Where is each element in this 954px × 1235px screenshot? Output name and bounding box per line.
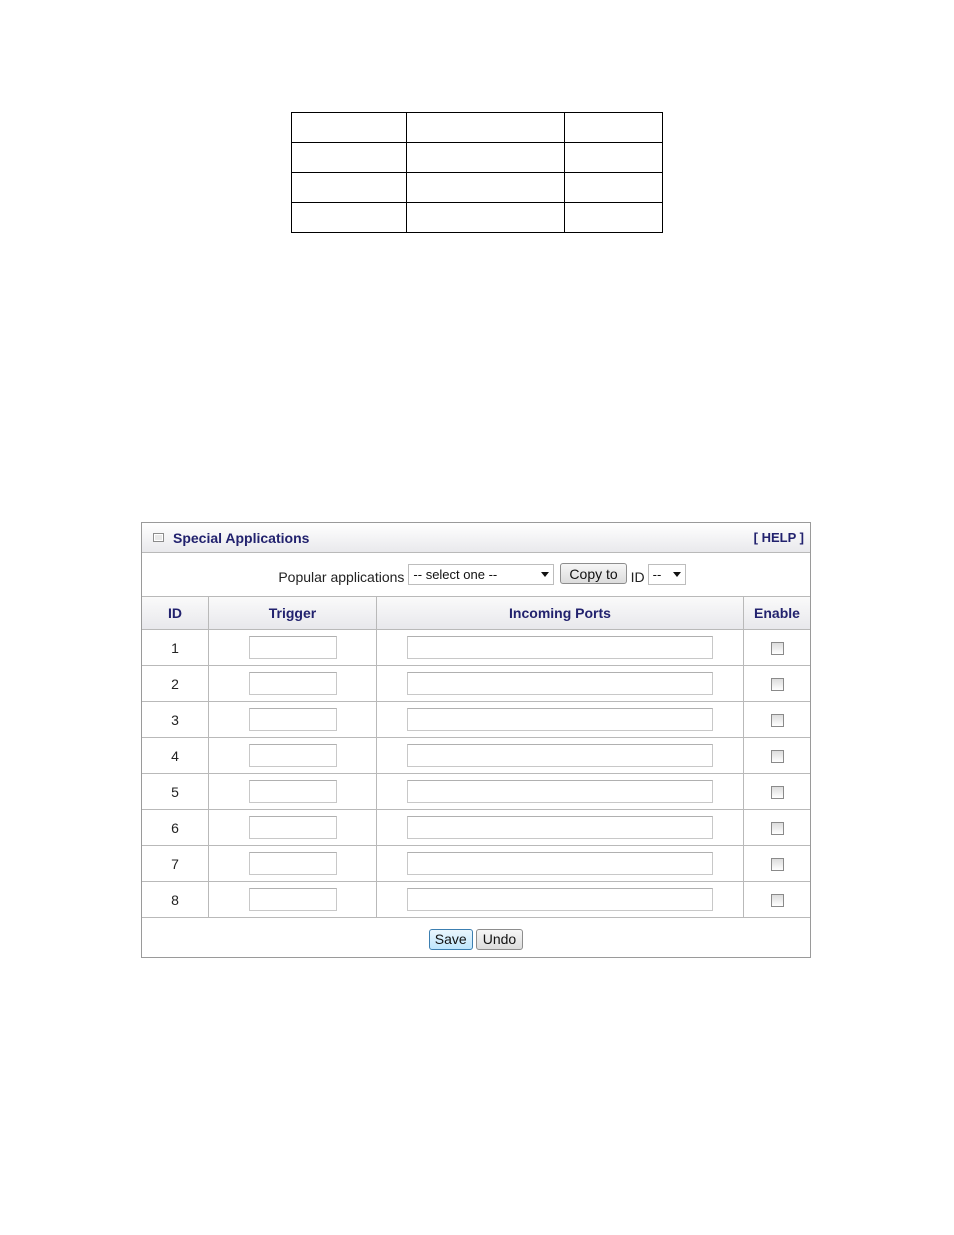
trigger-cell — [209, 738, 377, 774]
incoming-ports-input[interactable] — [407, 744, 713, 767]
trigger-input[interactable] — [249, 816, 337, 839]
id-label: ID — [630, 568, 645, 585]
table-header-row — [142, 597, 810, 630]
header-id: ID — [142, 597, 209, 630]
header-trigger: Trigger — [209, 597, 377, 630]
popular-applications-select[interactable] — [408, 564, 554, 585]
special-applications-table — [142, 597, 810, 918]
enable-checkbox[interactable] — [771, 642, 784, 655]
popular-applications-label: Popular applications — [278, 568, 405, 585]
enable-checkbox[interactable] — [771, 678, 784, 691]
ports-cell — [377, 846, 744, 882]
trigger-cell — [209, 666, 377, 702]
table-cell — [565, 143, 663, 173]
trigger-cell — [209, 882, 377, 918]
table-row — [292, 173, 663, 203]
ports-cell — [377, 738, 744, 774]
enable-checkbox[interactable] — [771, 894, 784, 907]
row-id: 1 — [142, 630, 209, 666]
header-enable: Enable — [744, 597, 811, 630]
panel-square-icon — [153, 533, 164, 542]
enable-checkbox[interactable] — [771, 786, 784, 799]
table-row — [142, 738, 810, 774]
ports-cell — [377, 702, 744, 738]
row-id: 8 — [142, 882, 209, 918]
enable-checkbox[interactable] — [771, 750, 784, 763]
row-id: 7 — [142, 846, 209, 882]
table-cell — [292, 203, 407, 233]
table-cell — [407, 143, 565, 173]
panel-title-wrap — [153, 530, 309, 546]
enable-checkbox[interactable] — [771, 714, 784, 727]
enable-cell — [744, 774, 811, 810]
target-id-select-value: -- — [652, 567, 662, 582]
table-row — [292, 203, 663, 233]
row-id: 3 — [142, 702, 209, 738]
help-link[interactable]: [ HELP ] — [753, 530, 804, 545]
row-id: 2 — [142, 666, 209, 702]
trigger-cell — [209, 774, 377, 810]
table-row — [142, 702, 810, 738]
trigger-cell — [209, 630, 377, 666]
enable-cell — [744, 810, 811, 846]
ports-cell — [377, 666, 744, 702]
table-cell — [407, 113, 565, 143]
table-row — [142, 666, 810, 702]
row-id: 4 — [142, 738, 209, 774]
row-id: 5 — [142, 774, 209, 810]
panel-header — [142, 523, 810, 553]
trigger-input[interactable] — [249, 888, 337, 911]
trigger-input[interactable] — [249, 780, 337, 803]
panel-footer — [142, 918, 810, 960]
incoming-ports-input[interactable] — [407, 852, 713, 875]
enable-cell — [744, 738, 811, 774]
save-button[interactable]: Save — [429, 929, 473, 950]
table-row — [142, 630, 810, 666]
table-cell — [292, 113, 407, 143]
incoming-ports-input[interactable] — [407, 780, 713, 803]
enable-cell — [744, 846, 811, 882]
chevron-down-icon — [541, 572, 549, 577]
trigger-input[interactable] — [249, 708, 337, 731]
target-id-select[interactable] — [648, 564, 686, 585]
table-row — [142, 774, 810, 810]
header-incoming-ports: Incoming Ports — [377, 597, 744, 630]
table-row — [142, 846, 810, 882]
trigger-cell — [209, 702, 377, 738]
table-cell — [407, 203, 565, 233]
table-row — [292, 143, 663, 173]
trigger-input[interactable] — [249, 744, 337, 767]
trigger-input[interactable] — [249, 636, 337, 659]
enable-cell — [744, 882, 811, 918]
trigger-cell — [209, 846, 377, 882]
incoming-ports-input[interactable] — [407, 816, 713, 839]
table-cell — [407, 173, 565, 203]
table-row — [292, 113, 663, 143]
table-cell — [565, 203, 663, 233]
special-applications-panel — [141, 522, 811, 958]
ports-cell — [377, 810, 744, 846]
incoming-ports-input[interactable] — [407, 672, 713, 695]
enable-cell — [744, 630, 811, 666]
table-cell — [292, 143, 407, 173]
trigger-cell — [209, 810, 377, 846]
incoming-ports-input[interactable] — [407, 888, 713, 911]
table-cell — [565, 173, 663, 203]
ports-cell — [377, 630, 744, 666]
ports-cell — [377, 882, 744, 918]
incoming-ports-input[interactable] — [407, 636, 713, 659]
table-cell — [565, 113, 663, 143]
table-row — [142, 882, 810, 918]
chevron-down-icon — [673, 572, 681, 577]
ports-cell — [377, 774, 744, 810]
table-cell — [292, 173, 407, 203]
incoming-ports-input[interactable] — [407, 708, 713, 731]
row-id: 6 — [142, 810, 209, 846]
empty-document-table — [291, 112, 663, 233]
enable-checkbox[interactable] — [771, 822, 784, 835]
trigger-input[interactable] — [249, 852, 337, 875]
enable-checkbox[interactable] — [771, 858, 784, 871]
table-row — [142, 810, 810, 846]
enable-cell — [744, 666, 811, 702]
popular-applications-row — [142, 553, 810, 597]
trigger-input[interactable] — [249, 672, 337, 695]
copy-to-button[interactable]: Copy to — [560, 563, 626, 584]
panel-title: Special Applications — [173, 529, 310, 546]
undo-button[interactable]: Undo — [476, 929, 523, 950]
popular-applications-select-value: -- select one -- — [413, 567, 498, 582]
enable-cell — [744, 702, 811, 738]
